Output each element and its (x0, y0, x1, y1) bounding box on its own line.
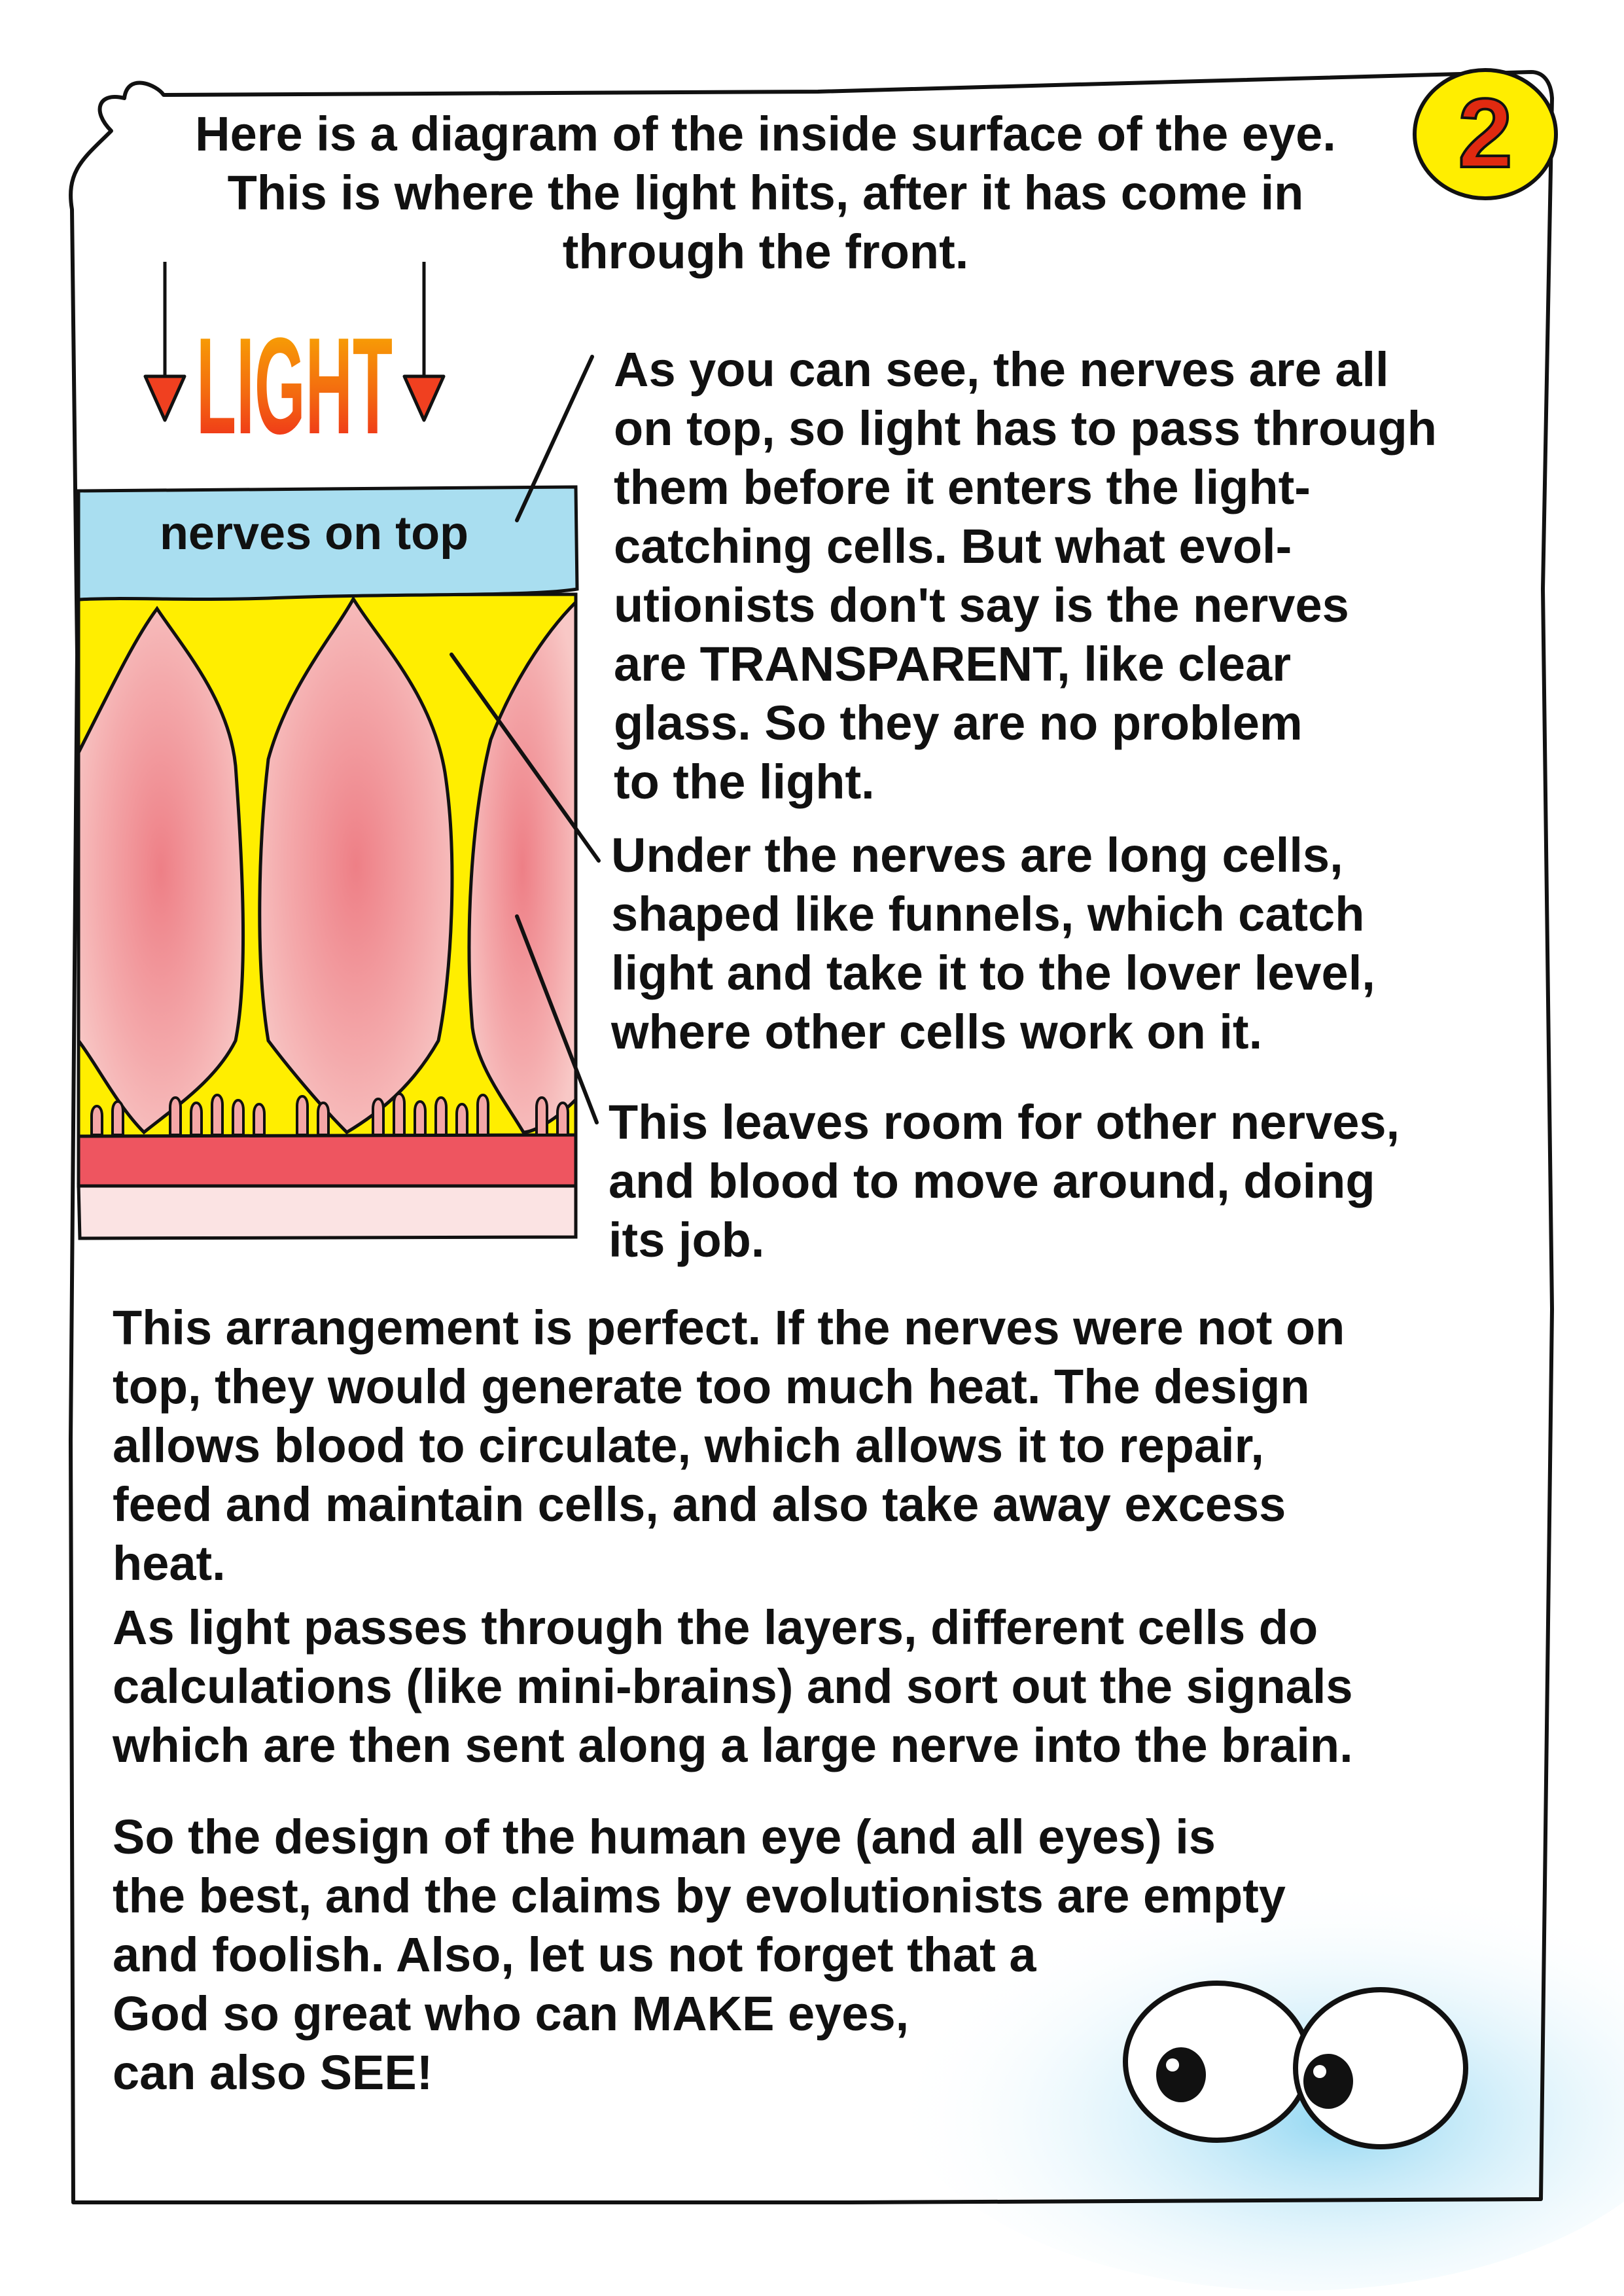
paragraph-arrangement-perfect (113, 1299, 1345, 1593)
intro-line: Here is a diagram of the inside surface of the eye. (195, 107, 1336, 161)
text-line: feed and maintain cells, and also take away excess (113, 1477, 1286, 1532)
intro-line: This is where the light hits, after it has come in (227, 166, 1304, 220)
cartoon-eyes-icon (1112, 1964, 1505, 2160)
text-line: God so great who can MAKE eyes, (113, 1986, 909, 2041)
left-pupil-icon (1156, 2047, 1206, 2102)
text-line: can also SEE! (113, 2045, 433, 2100)
text-line: its job. (609, 1213, 765, 1267)
paragraph-room-for-nerves (609, 1093, 1400, 1270)
text-line: glass. So they are no problem (614, 696, 1303, 750)
text-line: top, they would generate too much heat. The design (113, 1359, 1310, 1414)
text-line: to the light. (614, 755, 875, 809)
text-line: and blood to move around, doing (609, 1154, 1375, 1208)
light-word: LIGHT (196, 309, 393, 463)
text-line: them before it enters the light- (614, 460, 1311, 514)
text-line: are TRANSPARENT, like clear (614, 637, 1292, 691)
paragraph-long-cells (611, 826, 1375, 1062)
base-layer (79, 1185, 576, 1238)
page-number: 2 (1458, 78, 1513, 188)
arrow-down-left-icon (145, 262, 185, 420)
text-line: allows blood to circulate, which allows it to repair, (113, 1418, 1264, 1473)
text-line: and foolish. Also, let us not forget that a (113, 1928, 1036, 1982)
text-line: the best, and the claims by evolutionists are empty (113, 1869, 1286, 1923)
text-line: As light passes through the layers, different cells do (113, 1600, 1318, 1655)
paragraph-layers (113, 1598, 1353, 1775)
text-line: which are then sent along a large nerve into the brain. (113, 1718, 1353, 1772)
text-line: As you can see, the nerves are all (614, 342, 1389, 397)
text-line: So the design of the human eye (and all eyes) is (113, 1810, 1216, 1864)
intro-line: through the front. (562, 224, 969, 279)
text-line: shaped like funnels, which catch (611, 887, 1365, 941)
text-line: light and take it to the lover level, (611, 946, 1375, 1000)
text-line: utionists don't say is the nerves (614, 578, 1349, 632)
text-line: This arrangement is perfect. If the nerves were not on (113, 1300, 1345, 1355)
retina-diagram (72, 478, 582, 1244)
text-line: catching cells. But what evol- (614, 519, 1292, 573)
blood-layer (79, 1132, 576, 1186)
text-line: on top, so light has to pass through (614, 401, 1437, 456)
paragraph-design-best (113, 1808, 1286, 2102)
left-eye-icon (1125, 1983, 1309, 2140)
right-pupil-icon (1303, 2054, 1353, 2109)
arrow-down-right-icon (404, 262, 444, 420)
text-line: Under the nerves are long cells, (611, 828, 1343, 882)
paragraph-nerves-transparent (614, 340, 1437, 812)
text-line: This leaves room for other nerves, (609, 1095, 1400, 1149)
text-line: calculations (like mini-brains) and sort out the signals (113, 1659, 1353, 1713)
text-line: heat. (113, 1536, 226, 1590)
light-heading (131, 249, 458, 463)
nerves-on-top-label: nerves on top (159, 507, 469, 560)
text-line: where other cells work on it. (611, 1005, 1263, 1059)
